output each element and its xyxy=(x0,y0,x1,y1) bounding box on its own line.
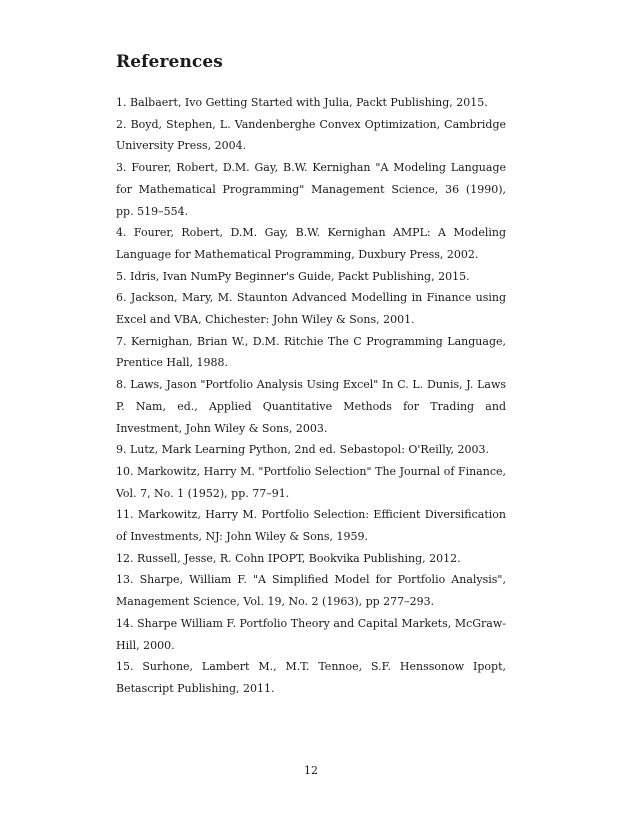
reference-item: 9. Lutz, Mark Learning Python, 2nd ed. Sebastopol: O'Reilly, 2003. xyxy=(116,443,490,457)
page-number: 12 xyxy=(304,764,318,777)
reference-item: 13. Sharpe, William F. "A Simplified Model for Portfolio Analysis", Management Science, Vol. 19, No. 2 (1963), pp 277–293. xyxy=(116,573,506,609)
reference-item: 7. Kernighan, Brian W., D.M. Ritchie The C Programming Language, Prentice Hall, 1988. xyxy=(116,334,506,370)
reference-item: 15. Surhone, Lambert M., M.T. Tennoe, S.F. Henssonow Ipopt, Betascript Publishing, 2011. xyxy=(116,660,506,695)
reference-item: 8. Laws, Jason "Portfolio Analysis Using Excel" In C. L. Dunis, J. Laws P. Nam, ed., Applied Quantitative Methods for Trading and Investment, John Wiley & Sons, 2003. xyxy=(116,378,506,435)
reference-item: 10. Markowitz, Harry M. "Portfolio Selection" The Journal of Finance, Vol. 7, No. 1 (1952), pp. 77–91. xyxy=(116,464,506,500)
reference-item: 4. Fourer, Robert, D.M. Gay, B.W. Kernighan AMPL: A Modeling Language for Mathematical Programming, Duxbury Press, 2002. xyxy=(116,226,506,261)
reference-item: 6. Jackson, Mary, M. Staunton Advanced Modelling in Finance using Excel and VBA, Chichester: John Wiley & Sons, 2001. xyxy=(116,291,506,327)
reference-item: 1. Balbaert, Ivo Getting Started with Julia, Packt Publishing, 2015. xyxy=(116,96,488,109)
reference-item: 2. Boyd, Stephen, L. Vandenberghe Convex Optimization, Cambridge University Press, 2004. xyxy=(116,117,506,153)
reference-item: 3. Fourer, Robert, D.M. Gay, B.W. Kernighan "A Modeling Language for Mathematical Programming" Management Science, 36 (1990), pp. 519–554. xyxy=(116,161,506,218)
reference-item: 14. Sharpe William F. Portfolio Theory and Capital Markets, McGraw-Hill, 2000. xyxy=(116,616,506,652)
reference-list xyxy=(116,92,506,700)
references-heading: References xyxy=(116,52,223,72)
reference-item: 11. Markowitz, Harry M. Portfolio Selection: Efficient Diversification of Investments, NJ: John Wiley & Sons, 1959. xyxy=(116,508,506,544)
reference-item: 5. Idris, Ivan NumPy Beginner's Guide, Packt Publishing, 2015. xyxy=(116,269,470,283)
reference-item: 12. Russell, Jesse, R. Cohn IPOPT, Bookvika Publishing, 2012. xyxy=(116,551,461,565)
